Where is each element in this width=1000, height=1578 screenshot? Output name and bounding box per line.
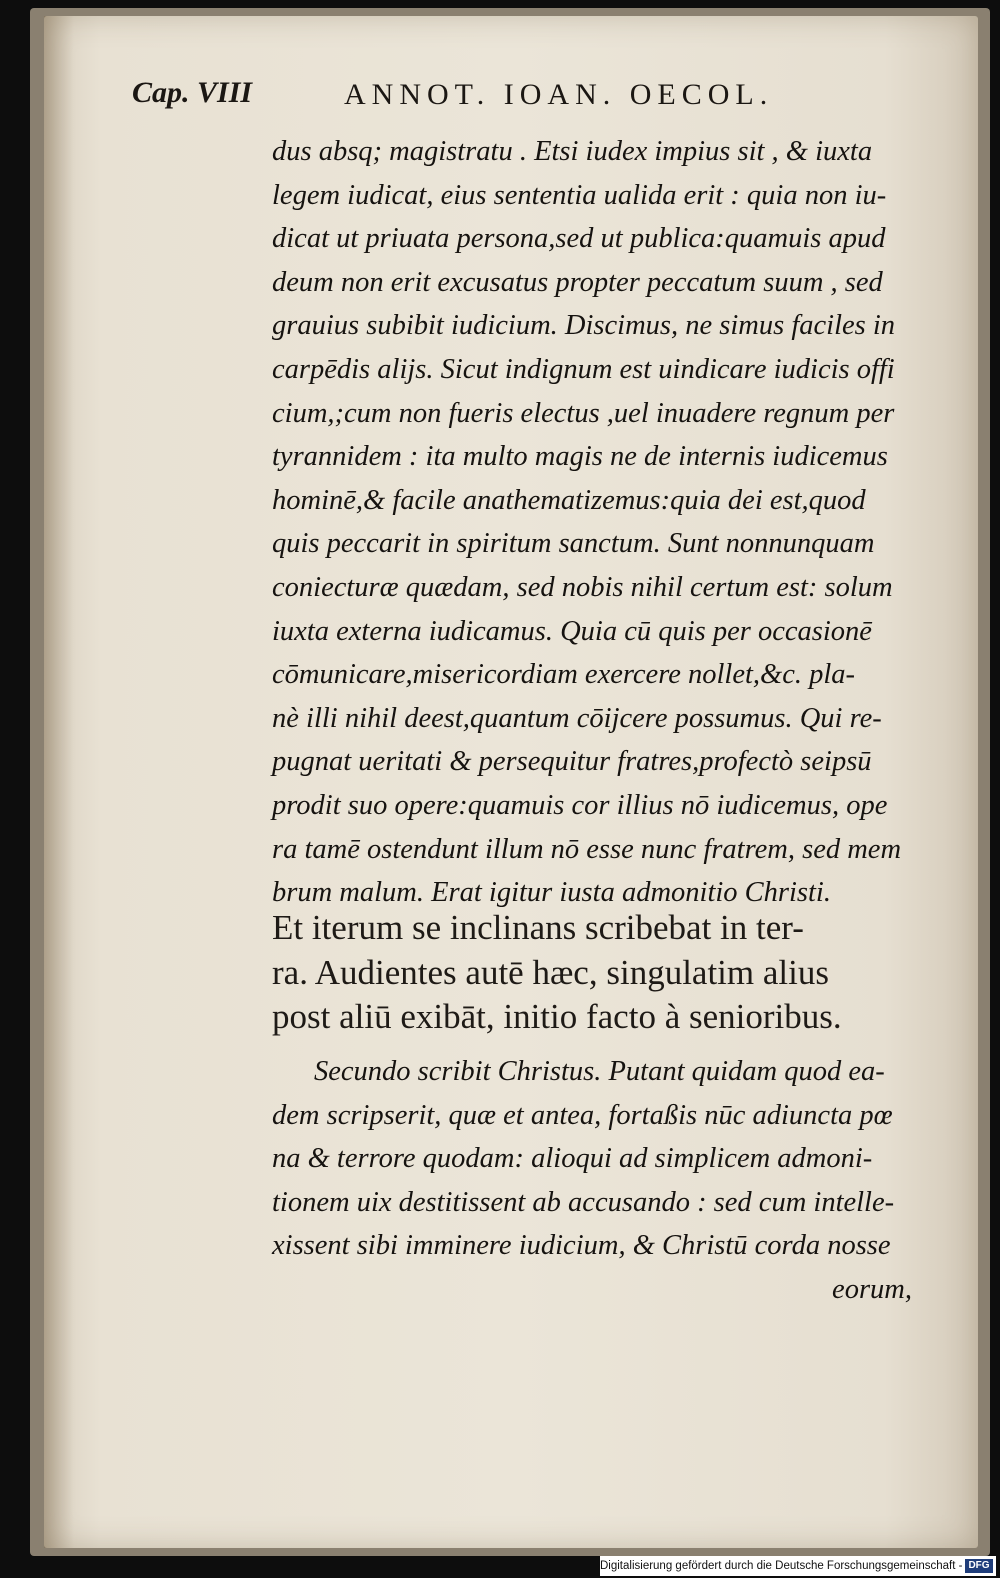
text-line: dus absq; magistratu . Etsi iudex impius sit , & iuxta	[272, 136, 873, 167]
lemma-line: Et iterum se inclinans scribebat in ter-	[272, 908, 804, 947]
text-line: coniecturæ quædam, sed nobis nihil certum est: solum	[272, 571, 893, 603]
text-line: ra tamē ostendunt illum nō esse nunc fratrem, sed mem	[272, 833, 902, 865]
text-line: pugnat ueritati & persequitur fratres,profectò seipsū	[272, 746, 872, 778]
catchword: eorum,	[832, 1273, 912, 1305]
text-line: na & terrore quodam: alioqui ad simplicem admoni-	[272, 1143, 873, 1175]
text-line: cium,;cum non fueris electus ,uel inuadere regnum per	[272, 397, 895, 429]
text-line: cōmunicare,misericordiam exercere nollet,&c. pla-	[272, 659, 856, 691]
running-header	[132, 76, 912, 120]
text-line: xissent sibi imminere iudicium, & Christū corda nosse	[272, 1230, 891, 1262]
text-line: legem iudicat, eius sententia ualida erit : quia non iu-	[272, 179, 887, 211]
text-line: carpēdis alijs. Sicut indignum est uindicare iudicis offi	[272, 353, 895, 385]
page-gutter-shadow	[44, 16, 74, 1548]
text-line: iuxta externa iudicamus. Quia cū quis per occasionē	[272, 615, 872, 647]
text-line: dicat ut priuata persona,sed ut publica:quamuis apud	[272, 223, 886, 255]
running-title: ANNOT. IOAN. OECOL.	[344, 78, 774, 111]
digitization-footer	[600, 1556, 996, 1576]
text-line: hominē,& facile anathematizemus:quia dei est,quod	[272, 484, 866, 516]
commentary-block	[272, 130, 932, 915]
text-line: nè illi nihil deest,quantum cōijcere possumus. Qui re-	[272, 702, 882, 734]
text-line: dem scripserit, quæ et antea, fortaßis nūc adiuncta pœ	[272, 1099, 893, 1131]
text-line: Secundo scribit Christus. Putant quidam quod ea-	[314, 1056, 885, 1087]
footer-text: Digitalisierung gefördert durch die Deutsche Forschungsgemeinschaft -	[600, 1560, 963, 1572]
text-line: prodit suo opere:quamuis cor illius nō iudicemus, ope	[272, 789, 888, 821]
text-line: deum non erit excusatus propter peccatum suum , sed	[272, 266, 883, 298]
text-line: brum malum. Erat igitur iusta admonitio Christi.	[272, 877, 831, 909]
dfg-logo: DFG	[965, 1559, 992, 1573]
lemma-line: post aliū exibāt, initio facto à senioribus.	[272, 997, 842, 1036]
scripture-lemma	[272, 906, 932, 1040]
lemma-line: ra. Audientes autē hæc, singulatim alius	[272, 952, 829, 992]
text-line: grauius subibit iudicium. Discimus, ne simus faciles in	[272, 310, 896, 342]
text-line: quis peccarit in spiritum sanctum. Sunt nonnunquam	[272, 528, 875, 560]
text-line: tyrannidem : ita multo magis ne de internis iudicemus	[272, 441, 888, 473]
commentary-block-2	[272, 1050, 932, 1312]
text-line: tionem uix destitissent ab accusando : sed cum intelle-	[272, 1186, 895, 1218]
chapter-label: Cap. VIII	[132, 76, 253, 109]
